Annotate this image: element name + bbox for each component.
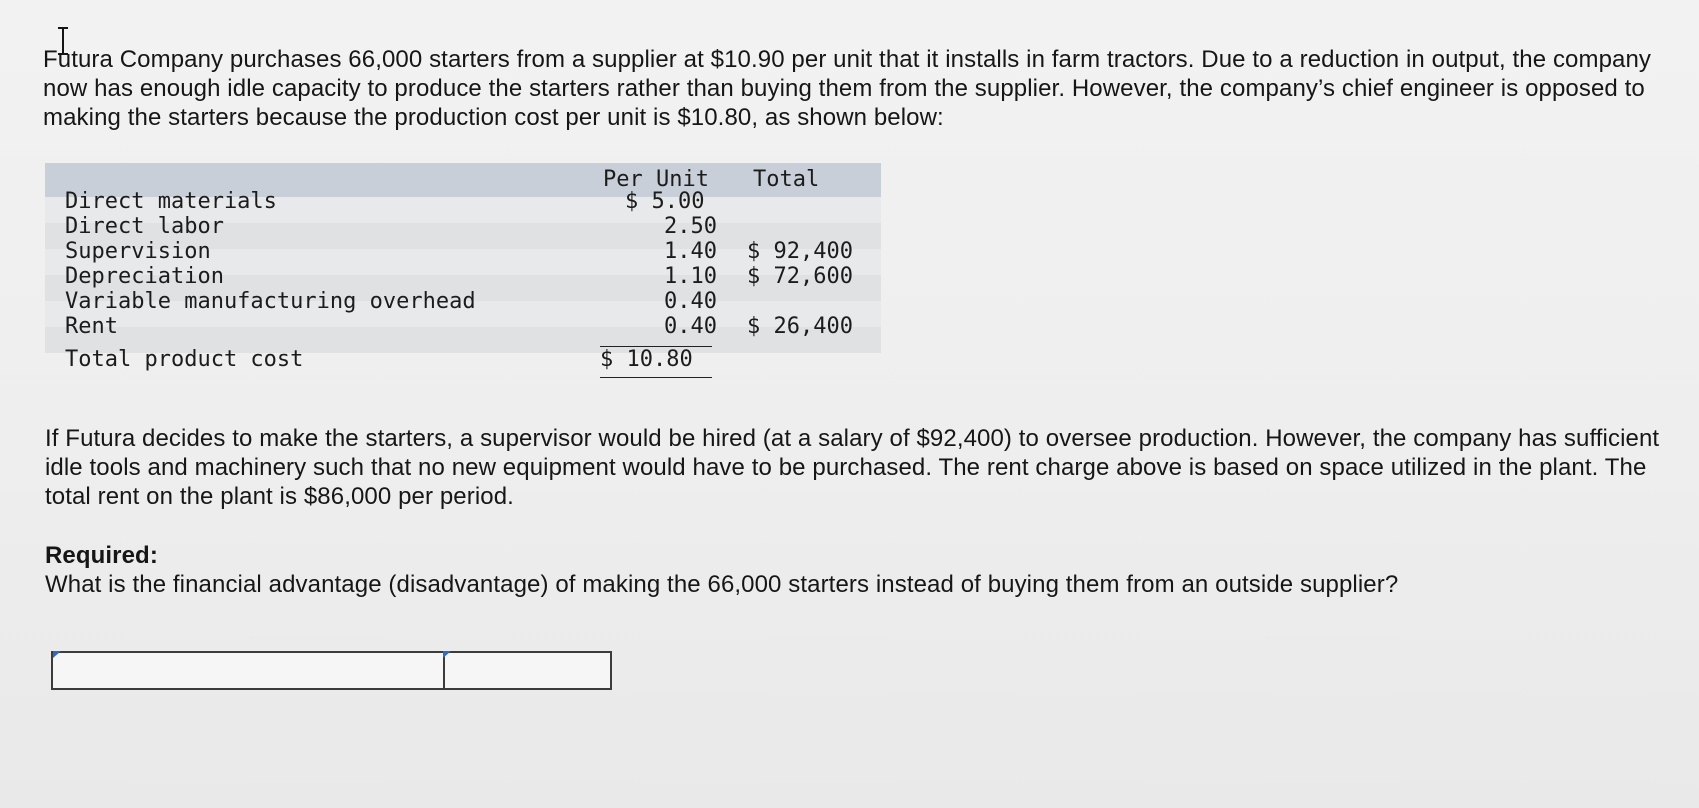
row-label-variable-overhead: Variable manufacturing overhead (65, 289, 476, 314)
row-label-supervision: Supervision (65, 239, 211, 264)
per-unit-direct-materials: $ 5.00 (625, 189, 705, 214)
answer-input-row (51, 651, 612, 690)
row-label-rent: Rent (65, 314, 118, 339)
total-rent: $ 26,400 (747, 314, 853, 339)
required-section (45, 541, 1665, 599)
cost-table (45, 163, 881, 393)
per-unit-header: Per Unit (603, 167, 709, 192)
problem-followup: If Futura decides to make the starters, a supervisor would be hired (at a salary of $92,400) to oversee production. However, the company has sufficient idle tools and machinery such that no new equipment would have to be purchased. The rent charge above is based on space utilized in the plant. The total rent on the plant is $86,000 per period. (45, 425, 1660, 510)
answer-label-input[interactable] (53, 653, 443, 688)
row-label-total-product-cost: Total product cost (65, 347, 304, 372)
per-unit-total-product-cost: $ 10.80 (600, 347, 693, 372)
per-unit-supervision: 1.40 (664, 239, 717, 264)
row-label-depreciation: Depreciation (65, 264, 224, 289)
per-unit-direct-labor: 2.50 (664, 214, 717, 239)
answer-amount-input[interactable] (443, 653, 610, 688)
total-supervision: $ 92,400 (747, 239, 853, 264)
total-depreciation: $ 72,600 (747, 264, 853, 289)
total-header: Total (753, 167, 820, 192)
problem-intro: Futura Company purchases 66,000 starters from a supplier at $10.90 per unit that it installs in farm tractors. Due to a reduction in output, the company now has enough idle capacity to produce the starters rather than buying them from the supplier. However, the company’s chief engineer is opposed to making the starters because the production cost per unit is $10.80, as shown below: (43, 46, 1652, 131)
dropdown-marker-icon (443, 651, 451, 658)
per-unit-rent: 0.40 (664, 314, 717, 339)
total-rule (600, 377, 712, 378)
row-label-direct-labor: Direct labor (65, 214, 224, 239)
per-unit-depreciation: 1.10 (664, 264, 717, 289)
dropdown-marker-icon (53, 651, 61, 658)
per-unit-variable-overhead: 0.40 (664, 289, 717, 314)
question-text: What is the financial advantage (disadvantage) of making the 66,000 starters instead of buying them from an outside supplier? (45, 571, 1399, 598)
row-label-direct-materials: Direct materials (65, 189, 277, 214)
required-label: Required: (45, 542, 158, 569)
